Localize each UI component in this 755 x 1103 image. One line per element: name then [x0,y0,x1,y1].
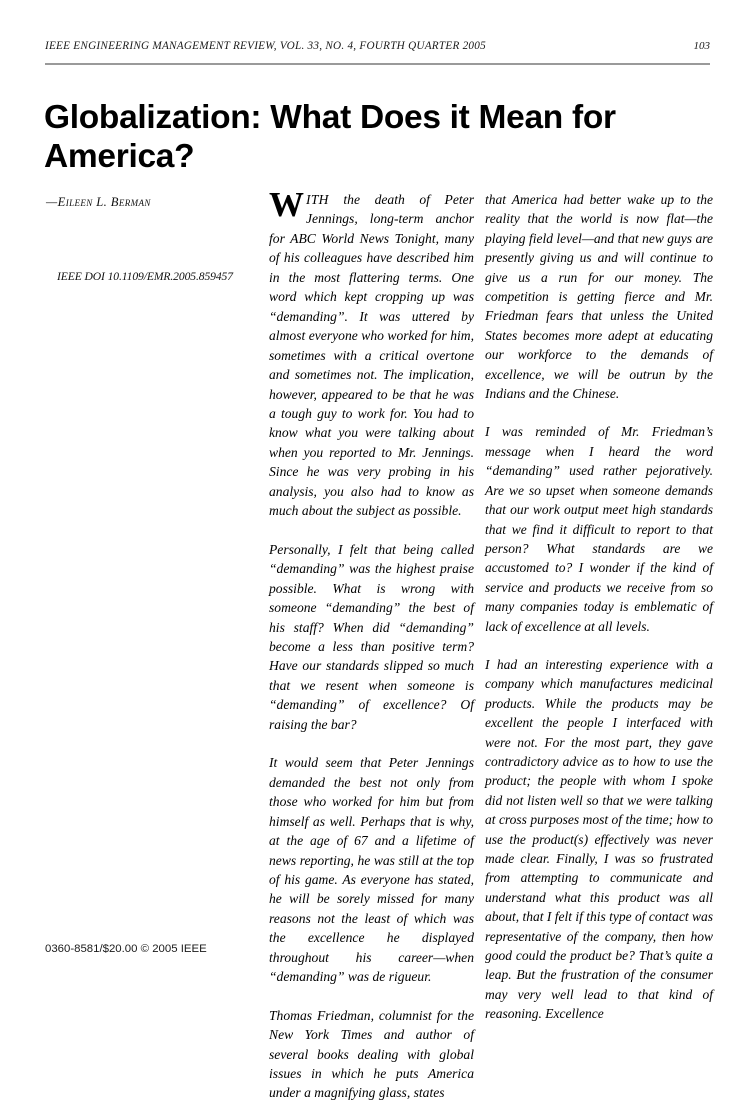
paragraph-text: the death of Peter Jennings, long-term anchor for ABC World News Tonight, many of his colleagues have described him in the most flattering terms. One word which kept cropping up was “demanding”. It was uttered by almost everyone who worked for him, sometimes with a critical overtone and sometimes not. The implication, however, appeared to be that he was a tough guy to work for. You had to know what you were talking about when you reported to Mr. Jennings. Since he was very probing in his analysis, you also had to know as much about the subject as possible. [269,192,474,519]
paragraph: I had an interesting experience with a company which manufactures medicinal products. While the products may be excellent the people I interfaced with were not. For the most part, they gave contradictory advice as to how to use the product; the people with whom I spoke did not listen well so that we were talking at cross purposes most of the time; how to use the product(s) effectively was never made clear. Finally, I was so frustrated from attempting to communicate and understand what this product was all about, that I felt if this type of contact was representative of the company, then how good could the product be? That’s quite a leap. But the frustration of the consumer may very well lead to that kind of reasoning. Excellence [485,656,713,1022]
drop-cap-letter: W [269,185,304,224]
header-divider-rule [45,63,710,65]
page-number: 103 [693,40,710,52]
running-head [45,40,710,56]
column-right [485,190,713,1022]
copyright-footer: 0360-8581/$20.00 © 2005 IEEE [45,943,207,955]
paragraph: Personally, I felt that being called “demanding” was the highest praise possible. What is wrong with someone “demanding” the best of his staff? When did “demanding” become a less than positive term? Have our standards slipped so much that we resent when someone is “demanding” of excellence? Of raising the bar? [269,541,474,732]
author-byline: —Eileen L. Berman [46,195,151,209]
column-left [45,190,250,925]
article-title: Globalization: What Does it Mean for America? [44,99,616,176]
opening-small-caps: ITH [306,192,329,207]
column-middle [269,185,474,1101]
paragraph: It would seem that Peter Jennings demanded the best not only from those who worked for him but from himself as well. Perhaps that is why, at the age of 67 and a lifetime of news reporting, he was still at the top of his game. As everyone has stated, he will be sorely missed for many reasons not the least of which was the excellence he displayed throughout his career—when “demanding” was de rigueur. [269,755,474,985]
running-head-title: IEEE ENGINEERING MANAGEMENT REVIEW, VOL. 33, NO. 4, FOURTH QUARTER 2005 [45,40,486,52]
paragraph: I was reminded of Mr. Friedman’s message when I heard the word “demanding” used rather pejoratively. Are we so upset when someone demands that our work output meet high standards that we find it difficult to report to that person? What standards are we accustomed to? I wonder if the kind of service and products we receive from so many companies today is emblematic of lack of excellence at all levels. [485,424,713,634]
doi-identifier: IEEE DOI 10.1109/EMR.2005.859457 [57,270,233,283]
paragraph [269,185,474,521]
paragraph: Thomas Friedman, columnist for the New York Times and author of several books dealing with global issues in which he puts America under a magnifying glass, states [269,1007,474,1101]
paragraph: that America had better wake up to the reality that the world is now flat—the playing field level—and that new guys are presently giving us and will continue to give us a run for our money. The competition is getting fierce and Mr. Friedman fears that unless the United States becomes more adept at educating our workforce to the demands of excellence, we will be outrun by the Indians and the Chinese. [485,192,713,402]
